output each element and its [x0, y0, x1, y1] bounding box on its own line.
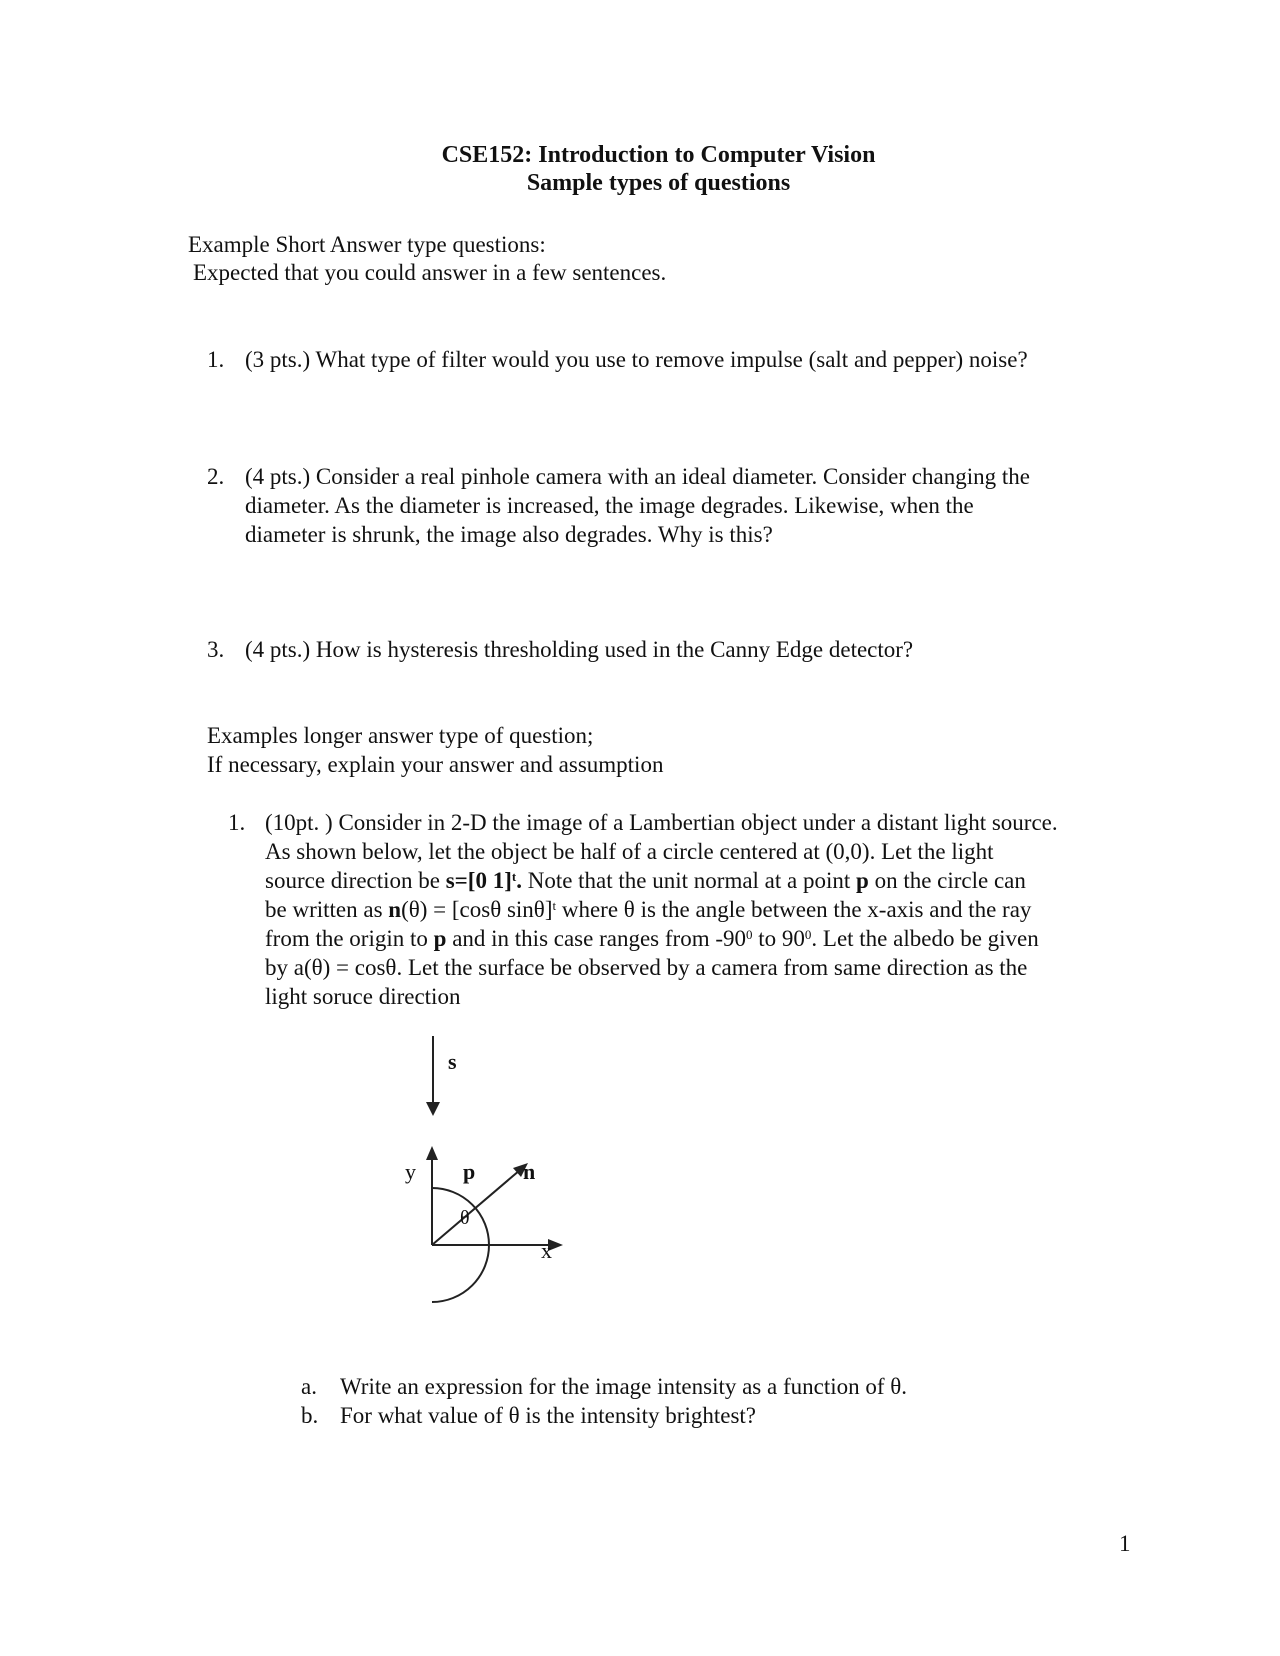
point-p: p — [856, 868, 869, 893]
light-source-arrow-icon — [418, 1030, 448, 1120]
text: and in this case ranges from -90 — [446, 926, 746, 951]
degree-sup: 0 — [746, 927, 753, 942]
question-number: 2. — [207, 464, 225, 489]
text: where θ is the angle between the x-axis and the ray — [556, 897, 1032, 922]
question-line-4 — [265, 896, 1031, 924]
text: on the circle can — [868, 868, 1026, 893]
text: from the origin to — [265, 926, 434, 951]
page-title: CSE152: Introduction to Computer Vision — [441, 142, 876, 168]
y-axis-label: y — [405, 1159, 416, 1184]
subpart-label: a. — [301, 1374, 317, 1399]
source-vector: s=[0 1] — [445, 868, 512, 893]
transpose-sup: t — [552, 898, 557, 913]
question-line-6: by a(θ) = cosθ. Let the surface be observed by a camera from same direction as the — [265, 955, 1028, 980]
question-text: (4 pts.) How is hysteresis thresholding used in the Canny Edge detector? — [245, 637, 914, 662]
text: be written as — [265, 897, 389, 922]
subpart-text: Write an expression for the image intensity as a function of θ. — [340, 1374, 908, 1399]
question-number: 1. — [207, 347, 225, 372]
question-text-line-1: (4 pts.) Consider a real pinhole camera with an ideal diameter. Consider changing the — [245, 464, 1030, 489]
question-line-5 — [265, 925, 1039, 953]
question-number: 3. — [207, 637, 225, 662]
subpart-text: For what value of θ is the intensity brightest? — [340, 1403, 756, 1428]
question-line-2: As shown below, let the object be half of a circle centered at (0,0). Let the light — [265, 839, 994, 864]
question-text-line-3: diameter is shrunk, the image also degrades. Why is this? — [245, 522, 773, 547]
page-number: 1 — [1119, 1531, 1131, 1556]
long-section-heading: Examples longer answer type of question; — [207, 723, 594, 748]
question-line-1: (10pt. ) Consider in 2-D the image of a Lambertian object under a distant light source. — [265, 810, 1058, 835]
period: . — [516, 868, 522, 893]
page-subtitle: Sample types of questions — [526, 170, 791, 196]
normal-label: n — [523, 1159, 536, 1184]
subpart-label: b. — [301, 1403, 319, 1428]
text: Note that the unit normal at a point — [521, 868, 857, 893]
point-p: p — [433, 926, 447, 951]
source-label: s — [448, 1049, 457, 1074]
text: to 90 — [752, 926, 805, 951]
degree-sup: 0 — [804, 927, 812, 942]
question-line-3 — [265, 867, 1026, 895]
text: . Let the albedo be given — [811, 926, 1039, 951]
question-text-line-2: diameter. As the diameter is increased, the image degrades. Likewise, when the — [245, 493, 974, 518]
coordinate-axes-diagram — [400, 1140, 600, 1320]
question-text: (3 pts.) What type of filter would you use to remove impulse (salt and pepper) noise? — [245, 347, 1028, 372]
long-section-note: If necessary, explain your answer and assumption — [207, 752, 664, 777]
angle-label: θ — [460, 1207, 470, 1229]
short-section-heading: Example Short Answer type questions: — [188, 232, 546, 257]
text: source direction be — [265, 868, 446, 893]
x-axis-label: x — [541, 1238, 552, 1263]
question-number: 1. — [228, 810, 246, 835]
normal-formula: (θ) = [cosθ sinθ] — [401, 897, 553, 922]
point-label: p — [463, 1159, 476, 1184]
question-line-7: light soruce direction — [265, 984, 461, 1009]
short-section-note: Expected that you could answer in a few sentences. — [193, 260, 667, 285]
transpose-sup: t — [511, 869, 517, 884]
normal-n: n — [388, 897, 402, 922]
